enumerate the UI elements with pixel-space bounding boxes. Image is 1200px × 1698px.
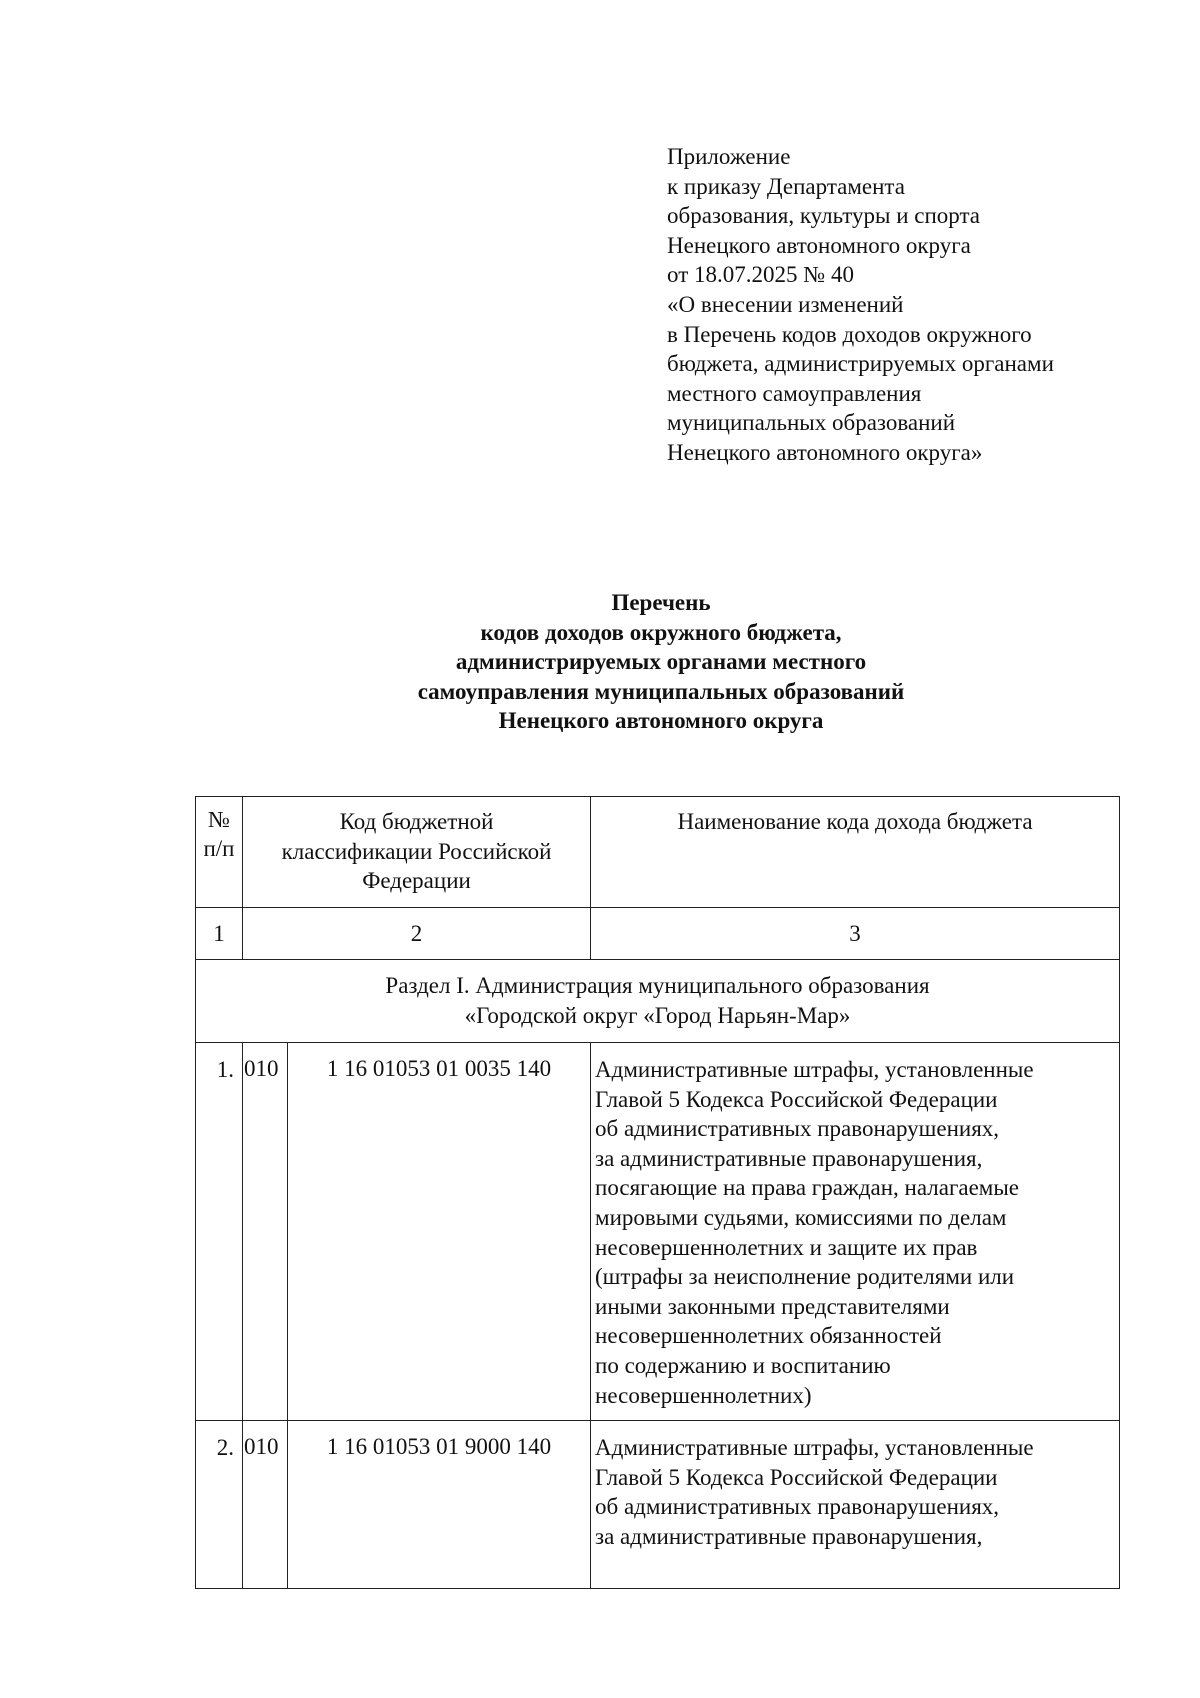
- admin-code: 010: [243, 1421, 288, 1589]
- description-line: Главой 5 Кодекса Российской Федерации: [595, 1086, 998, 1112]
- table-row: [196, 1421, 1120, 1589]
- description-line: за административные правонарушения,: [595, 1145, 983, 1171]
- appendix-line: бюджета, администрируемых органами: [667, 351, 1054, 377]
- income-description: [591, 1043, 1120, 1421]
- appendix-line: от 18.07.2025 № 40: [667, 262, 854, 288]
- header-code-line: Федерации: [362, 868, 471, 893]
- description-line: по содержанию и воспитанию: [595, 1352, 891, 1378]
- appendix-line: Приложение: [667, 144, 791, 169]
- column-number-row: [196, 908, 1120, 960]
- title-line: самоуправления муниципальных образований: [417, 678, 905, 704]
- column-number: 2: [243, 908, 591, 960]
- budget-code: 1 16 01053 01 0035 140: [288, 1043, 591, 1421]
- row-number: 2.: [196, 1421, 243, 1589]
- title-line: Перечень: [611, 590, 711, 615]
- description-line: несовершеннолетних): [595, 1382, 812, 1408]
- section-title-line: Раздел I. Администрация муниципального образования: [385, 973, 930, 998]
- title-line: Ненецкого автономного округа: [498, 708, 824, 733]
- description-line: Административные штрафы, установленные: [595, 1435, 1034, 1461]
- header-name: [591, 797, 1120, 908]
- appendix-line: местного самоуправления: [667, 380, 922, 406]
- header-num-line: п/п: [203, 836, 235, 861]
- appendix-line: Ненецкого автономного округа»: [667, 439, 983, 465]
- title-line: кодов доходов окружного бюджета,: [480, 619, 842, 645]
- appendix-line: муниципальных образований: [667, 410, 956, 436]
- column-number: 3: [591, 908, 1120, 960]
- section-title-line: «Городской округ «Город Нарьян-Мар»: [464, 1002, 851, 1028]
- appendix-line: Ненецкого автономного округа: [667, 232, 971, 258]
- header-code-line: классификации Российской: [281, 838, 552, 864]
- table-header-row: [196, 797, 1120, 908]
- income-codes-table: [195, 796, 1120, 1589]
- row-number: 1.: [196, 1043, 243, 1421]
- document-title: [0, 588, 1200, 736]
- table-row: [196, 1043, 1120, 1421]
- section-title: [196, 960, 1120, 1043]
- admin-code: 010: [243, 1043, 288, 1421]
- appendix-line: образования, культуры и спорта: [667, 203, 981, 229]
- header-num: [196, 797, 243, 908]
- description-line: иными законными представителями: [595, 1293, 950, 1319]
- appendix-line: «О внесении изменений: [667, 291, 904, 317]
- description-line: об административных правонарушениях,: [595, 1116, 1000, 1142]
- header-code: [243, 797, 591, 908]
- section-row: [196, 960, 1120, 1043]
- description-line: посягающие на права граждан, налагаемые: [595, 1175, 1020, 1201]
- description-line: несовершеннолетних и защите их прав: [595, 1234, 978, 1260]
- income-description: [591, 1421, 1120, 1589]
- budget-code: 1 16 01053 01 9000 140: [288, 1421, 591, 1589]
- description-line: мировыми судьями, комиссиями по делам: [595, 1204, 1007, 1230]
- header-name-line: Наименование кода дохода бюджета: [677, 809, 1033, 834]
- description-line: Административные штрафы, установленные: [595, 1057, 1034, 1082]
- description-line: за административные правонарушения,: [595, 1523, 983, 1549]
- description-line: об административных правонарушениях,: [595, 1494, 1000, 1520]
- description-line: (штрафы за неисполнение родителями или: [595, 1264, 1015, 1290]
- title-line: администрируемых органами местного: [455, 649, 867, 674]
- description-line: Главой 5 Кодекса Российской Федерации: [595, 1464, 998, 1490]
- header-code-line: Код бюджетной: [339, 809, 494, 834]
- appendix-block: [667, 142, 1147, 468]
- column-number: 1: [196, 908, 243, 960]
- appendix-line: в Перечень кодов доходов окружного: [667, 321, 1032, 347]
- header-num-line: №: [208, 807, 230, 832]
- description-line: несовершеннолетних обязанностей: [595, 1323, 942, 1349]
- appendix-line: к приказу Департамента: [667, 173, 905, 199]
